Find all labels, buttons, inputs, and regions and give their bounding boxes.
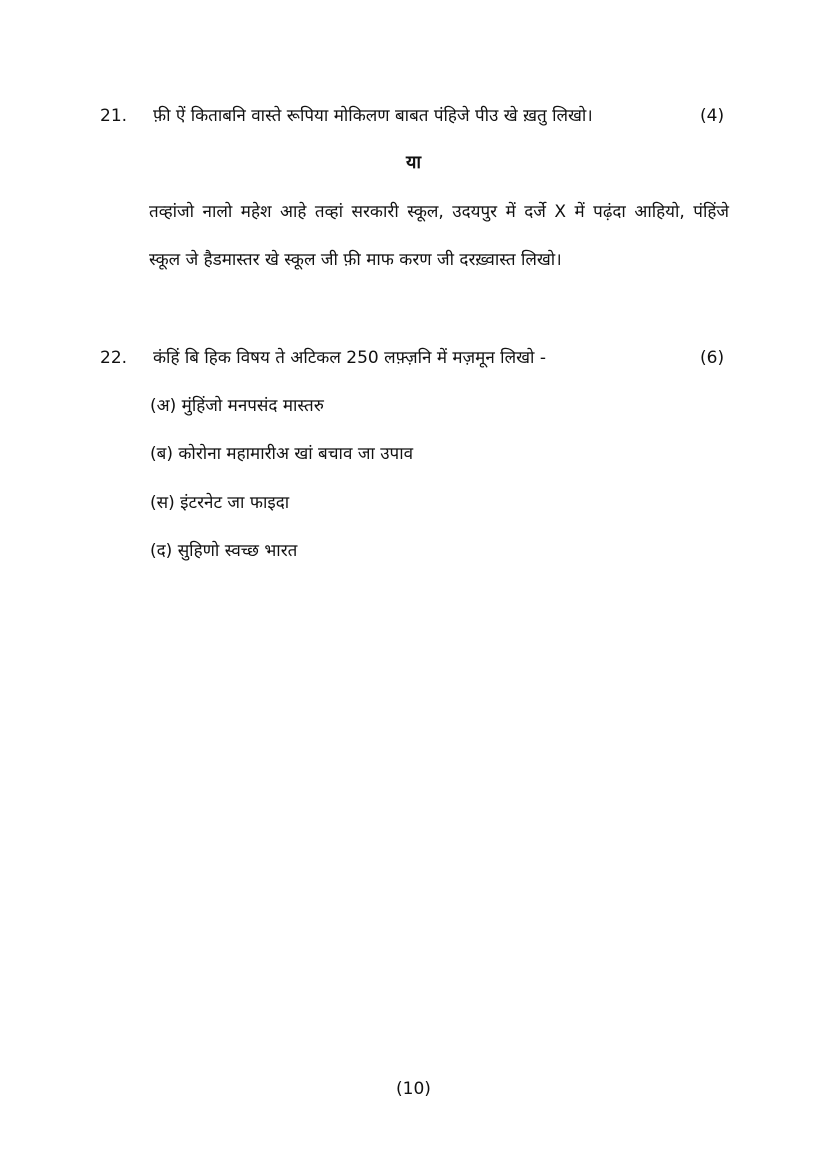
question-22-option-a: (अ) मुंहिंजो मनपसंद मास्तरु <box>150 396 324 416</box>
question-22-option-c: (स) इंटरनेट जा फाइदा <box>150 493 290 513</box>
question-22-option-d: (द) सुहिणो स्वच्छ भारत <box>150 541 298 561</box>
page-number: (10) <box>396 1079 431 1099</box>
question-22-marks: (6) <box>700 348 725 368</box>
question-22-option-b: (ब) कोरोना महामारीअ खां बचाव जा उपाव <box>150 444 414 464</box>
question-21-number: 21. <box>100 106 128 126</box>
question-21-alternative-line-2: स्कूल जे हैडमास्तर खे स्कूल जी फ़ी माफ करण जी दरख़्वास्त लिखो। <box>149 250 562 270</box>
question-22-number: 22. <box>100 348 128 368</box>
question-21-alternative-line-1: तव्हांजो नालो महेश आहे तव्हां सरकारी स्कूल, उदयपुर में दर्जे X में पढ़ंदा आहियो, पंहिंजे <box>149 202 729 222</box>
question-21-text: फ़ी ऐं किताबनि वास्ते रूपिया मोकिलण बाबत पंहिजे पीउ खे ख़तु लिखो। <box>153 106 593 126</box>
question-21-marks: (4) <box>700 106 725 126</box>
question-22-text: कंहिं बि हिक विषय ते अटिकल 250 लफ़्ज़नि में मज़मून लिखो - <box>153 348 546 368</box>
or-label: या <box>405 152 422 173</box>
